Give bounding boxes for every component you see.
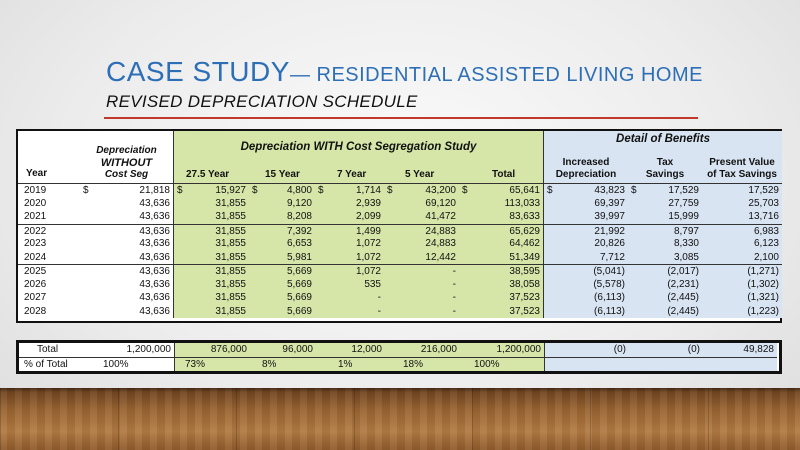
cell-increased-depreciation bbox=[544, 237, 628, 251]
cell-total bbox=[459, 305, 544, 319]
cell-without bbox=[80, 210, 174, 224]
cell-increased-depreciation bbox=[544, 264, 628, 278]
cell-15-year-value: 5,669 bbox=[286, 278, 312, 290]
cell-without-value: 21,818 bbox=[139, 185, 170, 196]
cell-27-5-year-value: 31,855 bbox=[215, 197, 246, 209]
cell-7-year bbox=[315, 291, 384, 305]
cell-5-year bbox=[384, 210, 459, 224]
header-without-line2: WITHOUT bbox=[100, 157, 153, 169]
totals-label: Total bbox=[37, 344, 59, 355]
cell-tax-savings-value: (2,017) bbox=[667, 266, 699, 277]
cell-total bbox=[459, 183, 544, 197]
cell-year: 2026 bbox=[24, 278, 47, 290]
cell-15-year bbox=[249, 197, 315, 211]
header-inc-line1: Increased bbox=[562, 157, 610, 168]
currency-symbol: $ bbox=[387, 185, 393, 196]
cell-5-year bbox=[384, 291, 459, 305]
cell-total-value: 37,523 bbox=[509, 305, 540, 317]
cell-7-year bbox=[315, 237, 384, 251]
cell-without-value: 43,636 bbox=[139, 225, 170, 237]
cell-without-value: 43,636 bbox=[139, 197, 170, 209]
cell-7-year bbox=[315, 183, 384, 197]
header-without-line3: Cost Seg bbox=[104, 169, 149, 180]
cell-increased-depreciation-value: (5,578) bbox=[593, 278, 625, 290]
cell-increased-depreciation-value: 21,992 bbox=[594, 225, 625, 237]
totals-tax-savings: (0) bbox=[629, 343, 703, 357]
cell-without bbox=[80, 183, 174, 197]
cell-7-year-value: 1,499 bbox=[355, 225, 381, 237]
cell-7-year-value: 1,714 bbox=[355, 185, 381, 196]
cell-5-year-value: 12,442 bbox=[425, 251, 456, 263]
cell-15-year bbox=[249, 224, 315, 238]
cell-increased-depreciation bbox=[544, 278, 628, 292]
cell-tax-savings-value: (2,445) bbox=[667, 305, 699, 317]
cell-27-5-year-value: 31,855 bbox=[215, 225, 246, 237]
cell-7-year bbox=[315, 210, 384, 224]
pct-total: 100% bbox=[460, 357, 545, 371]
cell-tax-savings bbox=[628, 305, 702, 319]
cell-7-year-value: 1,072 bbox=[355, 238, 381, 249]
slide-title-rest: — RESIDENTIAL ASSISTED LIVING HOME bbox=[289, 64, 703, 86]
cell-5-year bbox=[384, 197, 459, 211]
cell-15-year bbox=[249, 264, 315, 278]
cell-tax-savings bbox=[628, 278, 702, 292]
totals-5-year: 216,000 bbox=[385, 343, 460, 357]
header-tax-line1: Tax bbox=[656, 157, 674, 168]
cell-without-value: 43,636 bbox=[139, 251, 170, 263]
cell-7-year-value: 1,072 bbox=[355, 251, 381, 263]
cell-15-year-value: 8,208 bbox=[286, 211, 312, 222]
cell-without-value: 43,636 bbox=[139, 238, 170, 249]
cell-tax-savings-value: 8,797 bbox=[673, 225, 699, 237]
cell-increased-depreciation bbox=[544, 210, 628, 224]
cell-27-5-year bbox=[174, 264, 249, 278]
cell-present-value: 13,716 bbox=[702, 210, 782, 224]
cell-27-5-year-value: 31,855 bbox=[215, 238, 246, 249]
pct-empty-inc bbox=[545, 357, 629, 371]
cell-27-5-year bbox=[174, 183, 249, 197]
cell-without-value: 43,636 bbox=[139, 305, 170, 317]
cell-without bbox=[80, 291, 174, 305]
cell-total-value: 113,033 bbox=[504, 197, 540, 209]
cell-increased-depreciation bbox=[544, 251, 628, 265]
cell-increased-depreciation-value: 7,712 bbox=[599, 251, 625, 263]
slide-title bbox=[106, 56, 703, 88]
cell-5-year bbox=[384, 305, 459, 319]
cell-5-year bbox=[384, 264, 459, 278]
pct-5-year: 18% bbox=[385, 357, 460, 371]
cell-increased-depreciation-value: 69,397 bbox=[594, 197, 625, 209]
cell-increased-depreciation-value: (6,113) bbox=[594, 305, 625, 317]
cell-without bbox=[80, 224, 174, 238]
cell-7-year bbox=[315, 305, 384, 319]
cell-present-value: 6,983 bbox=[702, 224, 782, 238]
cell-without bbox=[80, 278, 174, 292]
cell-total-value: 38,058 bbox=[509, 278, 540, 290]
cell-tax-savings-value: 27,759 bbox=[668, 197, 699, 209]
cell-15-year bbox=[249, 183, 315, 197]
cell-total bbox=[459, 291, 544, 305]
cell-27-5-year-value: 31,855 bbox=[215, 278, 246, 290]
header-benefits-group-label: Detail of Benefits bbox=[616, 133, 710, 145]
cell-27-5-year bbox=[174, 291, 249, 305]
cell-total bbox=[459, 197, 544, 211]
currency-symbol: $ bbox=[177, 185, 183, 196]
cell-5-year-value: - bbox=[452, 266, 456, 277]
cell-15-year bbox=[249, 291, 315, 305]
totals-7-year: 12,000 bbox=[316, 343, 385, 357]
header-5-year: 5 Year bbox=[405, 169, 435, 180]
cell-5-year-value: - bbox=[452, 292, 456, 303]
cell-total-value: 51,349 bbox=[509, 251, 540, 263]
cell-15-year-value: 5,669 bbox=[286, 266, 312, 277]
cell-15-year bbox=[249, 210, 315, 224]
cell-increased-depreciation bbox=[544, 197, 628, 211]
cell-without-value: 43,636 bbox=[139, 292, 170, 303]
pct-without: 100% bbox=[81, 357, 175, 371]
cell-15-year-value: 5,669 bbox=[286, 292, 312, 303]
cell-7-year bbox=[315, 224, 384, 238]
cell-tax-savings bbox=[628, 251, 702, 265]
cell-increased-depreciation-value: (5,041) bbox=[593, 266, 625, 277]
cell-15-year-value: 6,653 bbox=[286, 238, 312, 249]
cell-without-value: 43,636 bbox=[139, 278, 170, 290]
cell-increased-depreciation-value: 20,826 bbox=[594, 238, 625, 249]
header-without-line1: Depreciation bbox=[96, 145, 157, 156]
cell-increased-depreciation-value: 39,997 bbox=[594, 211, 625, 222]
cell-27-5-year-value: 31,855 bbox=[215, 266, 246, 277]
cell-15-year-value: 7,392 bbox=[286, 225, 312, 237]
cell-7-year-value: - bbox=[377, 292, 381, 303]
cell-7-year-value: 2,099 bbox=[355, 211, 381, 222]
cell-increased-depreciation-value: (6,113) bbox=[594, 292, 625, 303]
cell-present-value: 17,529 bbox=[702, 183, 782, 197]
cell-27-5-year bbox=[174, 224, 249, 238]
cell-year: 2027 bbox=[24, 292, 47, 303]
cell-5-year bbox=[384, 278, 459, 292]
cell-27-5-year bbox=[174, 210, 249, 224]
cell-present-value: (1,223) bbox=[702, 305, 782, 319]
cell-total bbox=[459, 237, 544, 251]
cell-15-year bbox=[249, 305, 315, 319]
cell-present-value: 25,703 bbox=[702, 197, 782, 211]
header-tax-line2: Savings bbox=[645, 169, 685, 180]
cell-15-year bbox=[249, 237, 315, 251]
cell-present-value: 6,123 bbox=[702, 237, 782, 251]
wood-floor bbox=[0, 388, 800, 450]
cell-5-year-value: 24,883 bbox=[425, 238, 456, 249]
cell-without-value: 43,636 bbox=[139, 211, 170, 222]
cell-without bbox=[80, 197, 174, 211]
cell-tax-savings-value: (2,231) bbox=[667, 278, 699, 290]
cell-15-year-value: 9,120 bbox=[286, 197, 312, 209]
cell-without bbox=[80, 237, 174, 251]
pct-empty-tax bbox=[629, 357, 703, 371]
cell-total-value: 65,629 bbox=[509, 225, 540, 237]
cell-total bbox=[459, 251, 544, 265]
cell-year: 2019 bbox=[18, 183, 80, 197]
cell-7-year-value: 535 bbox=[364, 278, 381, 290]
cell-year: 2022 bbox=[18, 224, 80, 238]
cell-total-value: 37,523 bbox=[509, 292, 540, 303]
cell-7-year bbox=[315, 264, 384, 278]
cell-present-value: (1,271) bbox=[702, 264, 782, 278]
cell-27-5-year-value: 15,927 bbox=[215, 185, 246, 196]
totals-15-year: 96,000 bbox=[250, 343, 316, 357]
cell-tax-savings bbox=[628, 264, 702, 278]
cell-27-5-year-value: 31,855 bbox=[215, 211, 246, 222]
cell-without-value: 43,636 bbox=[139, 266, 170, 277]
cell-tax-savings-value: 3,085 bbox=[673, 251, 699, 263]
cell-increased-depreciation bbox=[544, 224, 628, 238]
cell-27-5-year bbox=[174, 197, 249, 211]
cell-5-year bbox=[384, 183, 459, 197]
cell-7-year bbox=[315, 278, 384, 292]
cell-without bbox=[80, 251, 174, 265]
cell-year: 2024 bbox=[24, 251, 47, 263]
cell-total-value: 64,462 bbox=[509, 238, 540, 249]
depreciation-table bbox=[16, 129, 782, 323]
cell-year: 2025 bbox=[18, 264, 80, 278]
currency-symbol: $ bbox=[547, 185, 553, 196]
cell-increased-depreciation-value: 43,823 bbox=[594, 185, 625, 196]
cell-tax-savings bbox=[628, 237, 702, 251]
cell-5-year-value: - bbox=[452, 305, 456, 317]
pct-label: % of Total bbox=[19, 357, 81, 371]
cell-total-value: 38,595 bbox=[509, 266, 540, 277]
cell-tax-savings-value: 15,999 bbox=[668, 211, 699, 222]
cell-without bbox=[80, 264, 174, 278]
header-total: Total bbox=[492, 169, 516, 180]
cell-5-year bbox=[384, 224, 459, 238]
pct-7-year: 1% bbox=[316, 357, 385, 371]
cell-15-year bbox=[249, 278, 315, 292]
cell-5-year bbox=[384, 237, 459, 251]
header-27-5-year: 27.5 Year bbox=[186, 169, 230, 180]
header-with-cost-seg bbox=[174, 131, 544, 183]
cell-7-year-value: 1,072 bbox=[355, 266, 381, 277]
cell-7-year-value: 2,939 bbox=[355, 197, 381, 209]
header-pv-line2: of Tax Savings bbox=[707, 169, 777, 180]
cell-tax-savings-value: 17,529 bbox=[668, 185, 699, 196]
cell-total-value: 65,641 bbox=[509, 185, 540, 196]
cell-27-5-year-value: 31,855 bbox=[215, 251, 246, 263]
totals-without: 1,200,000 bbox=[81, 343, 175, 357]
cell-7-year bbox=[315, 197, 384, 211]
cell-total-value: 83,633 bbox=[509, 211, 540, 222]
cell-15-year-value: 5,669 bbox=[286, 305, 312, 317]
cell-tax-savings bbox=[628, 224, 702, 238]
cell-present-value: 2,100 bbox=[702, 251, 782, 265]
cell-27-5-year bbox=[174, 278, 249, 292]
cell-increased-depreciation bbox=[544, 291, 628, 305]
pct-15-year: 8% bbox=[250, 357, 316, 371]
slide-subtitle: REVISED DEPRECIATION SCHEDULE bbox=[106, 92, 418, 111]
cell-5-year-value: 69,120 bbox=[425, 197, 456, 209]
totals-27-5-year: 876,000 bbox=[175, 343, 250, 357]
cell-7-year-value: - bbox=[377, 305, 381, 317]
cell-present-value: (1,321) bbox=[702, 291, 782, 305]
cell-tax-savings bbox=[628, 197, 702, 211]
cell-15-year bbox=[249, 251, 315, 265]
cell-total bbox=[459, 210, 544, 224]
header-year: Year bbox=[26, 167, 48, 179]
currency-symbol: $ bbox=[318, 185, 324, 196]
cell-tax-savings-value: (2,445) bbox=[667, 292, 699, 303]
cell-total bbox=[459, 264, 544, 278]
cell-year: 2023 bbox=[24, 238, 47, 249]
cell-15-year-value: 4,800 bbox=[286, 185, 312, 196]
header-15-year: 15 Year bbox=[265, 169, 300, 180]
cell-27-5-year bbox=[174, 237, 249, 251]
cell-without bbox=[80, 305, 174, 319]
currency-symbol: $ bbox=[462, 185, 468, 196]
cell-present-value: (1,302) bbox=[702, 278, 782, 292]
cell-27-5-year-value: 31,855 bbox=[215, 292, 246, 303]
cell-total bbox=[459, 224, 544, 238]
currency-symbol: $ bbox=[252, 185, 258, 196]
cell-tax-savings bbox=[628, 291, 702, 305]
pct-27-5-year: 73% bbox=[175, 357, 250, 371]
currency-symbol: $ bbox=[631, 185, 637, 196]
title-divider bbox=[104, 117, 698, 119]
header-detail-of-benefits bbox=[544, 131, 782, 183]
cell-27-5-year bbox=[174, 251, 249, 265]
totals-total: 1,200,000 bbox=[460, 343, 545, 357]
cell-year: 2021 bbox=[24, 211, 47, 222]
header-inc-line2: Depreciation bbox=[555, 169, 617, 180]
cell-total bbox=[459, 278, 544, 292]
header-pv-line1: Present Value bbox=[709, 157, 775, 168]
cell-27-5-year-value: 31,855 bbox=[215, 305, 246, 317]
cell-5-year-value: 43,200 bbox=[425, 185, 456, 196]
cell-15-year-value: 5,981 bbox=[286, 251, 312, 263]
cell-year: 2020 bbox=[24, 197, 47, 209]
cell-tax-savings bbox=[628, 210, 702, 224]
header-with-group-label: Depreciation WITH Cost Segregation Study bbox=[240, 141, 477, 153]
cell-increased-depreciation bbox=[544, 305, 628, 319]
cell-tax-savings-value: 8,330 bbox=[673, 238, 699, 249]
cell-5-year-value: - bbox=[452, 278, 456, 290]
header-increased-depreciation bbox=[544, 157, 628, 181]
cell-5-year-value: 41,472 bbox=[425, 211, 456, 222]
totals-table bbox=[16, 340, 782, 374]
header-without-cost-seg bbox=[80, 131, 174, 183]
cell-27-5-year bbox=[174, 305, 249, 319]
cell-year: 2028 bbox=[24, 305, 47, 317]
slide-title-main: CASE STUDY bbox=[106, 56, 290, 87]
cell-tax-savings bbox=[628, 183, 702, 197]
cell-5-year bbox=[384, 251, 459, 265]
currency-symbol: $ bbox=[83, 185, 89, 196]
header-present-value bbox=[702, 157, 782, 181]
pct-empty-pv bbox=[703, 357, 777, 371]
cell-7-year bbox=[315, 251, 384, 265]
header-7-year: 7 Year bbox=[337, 169, 367, 180]
cell-increased-depreciation bbox=[544, 183, 628, 197]
header-tax-savings bbox=[628, 157, 702, 181]
totals-increased-depreciation: (0) bbox=[545, 343, 629, 357]
cell-5-year-value: 24,883 bbox=[425, 225, 456, 237]
totals-present-value: 49,828 bbox=[703, 343, 777, 357]
